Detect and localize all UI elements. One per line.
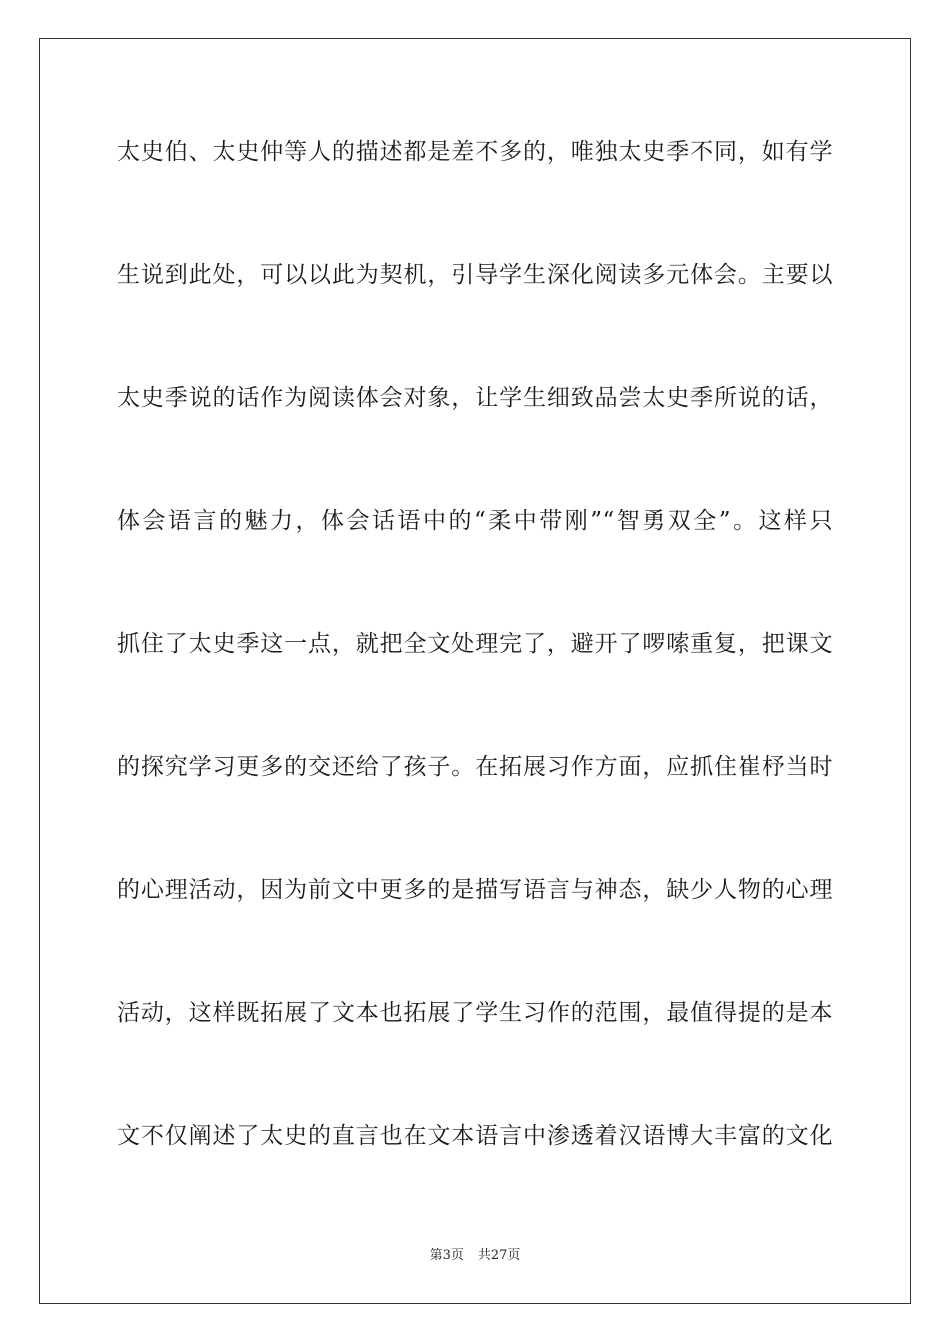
text-line: 太史季说的话作为阅读体会对象，让学生细致品尝太史季所说的话， — [117, 385, 833, 411]
page-footer — [0, 1247, 950, 1265]
text-line: 体会语言的魅力，体会话语中的“柔中带刚”“智勇双全”。这样只 — [117, 508, 833, 534]
text-line: 太史伯、太史仲等人的描述都是差不多的，唯独太史季不同，如有学 — [117, 139, 833, 165]
text-line: 的探究学习更多的交还给了孩子。在拓展习作方面，应抓住崔杼当时 — [117, 754, 833, 780]
text-line: 生说到此处，可以以此为契机，引导学生深化阅读多元体会。主要以 — [117, 262, 833, 288]
text-line: 抓住了太史季这一点，就把全文处理完了，避开了啰嗦重复，把课文 — [117, 631, 833, 657]
text-line: 文不仅阐述了太史的直言也在文本语言中渗透着汉语博大丰富的文化 — [117, 1123, 833, 1149]
page-border — [39, 38, 911, 1304]
page-total: 共27页 — [477, 1248, 521, 1263]
text-line: 的心理活动，因为前文中更多的是描写语言与神态，缺少人物的心理 — [117, 877, 833, 903]
text-line: 活动，这样既拓展了文本也拓展了学生习作的范围，最值得提的是本 — [117, 1000, 833, 1026]
page-number: 第3页 — [429, 1248, 464, 1263]
